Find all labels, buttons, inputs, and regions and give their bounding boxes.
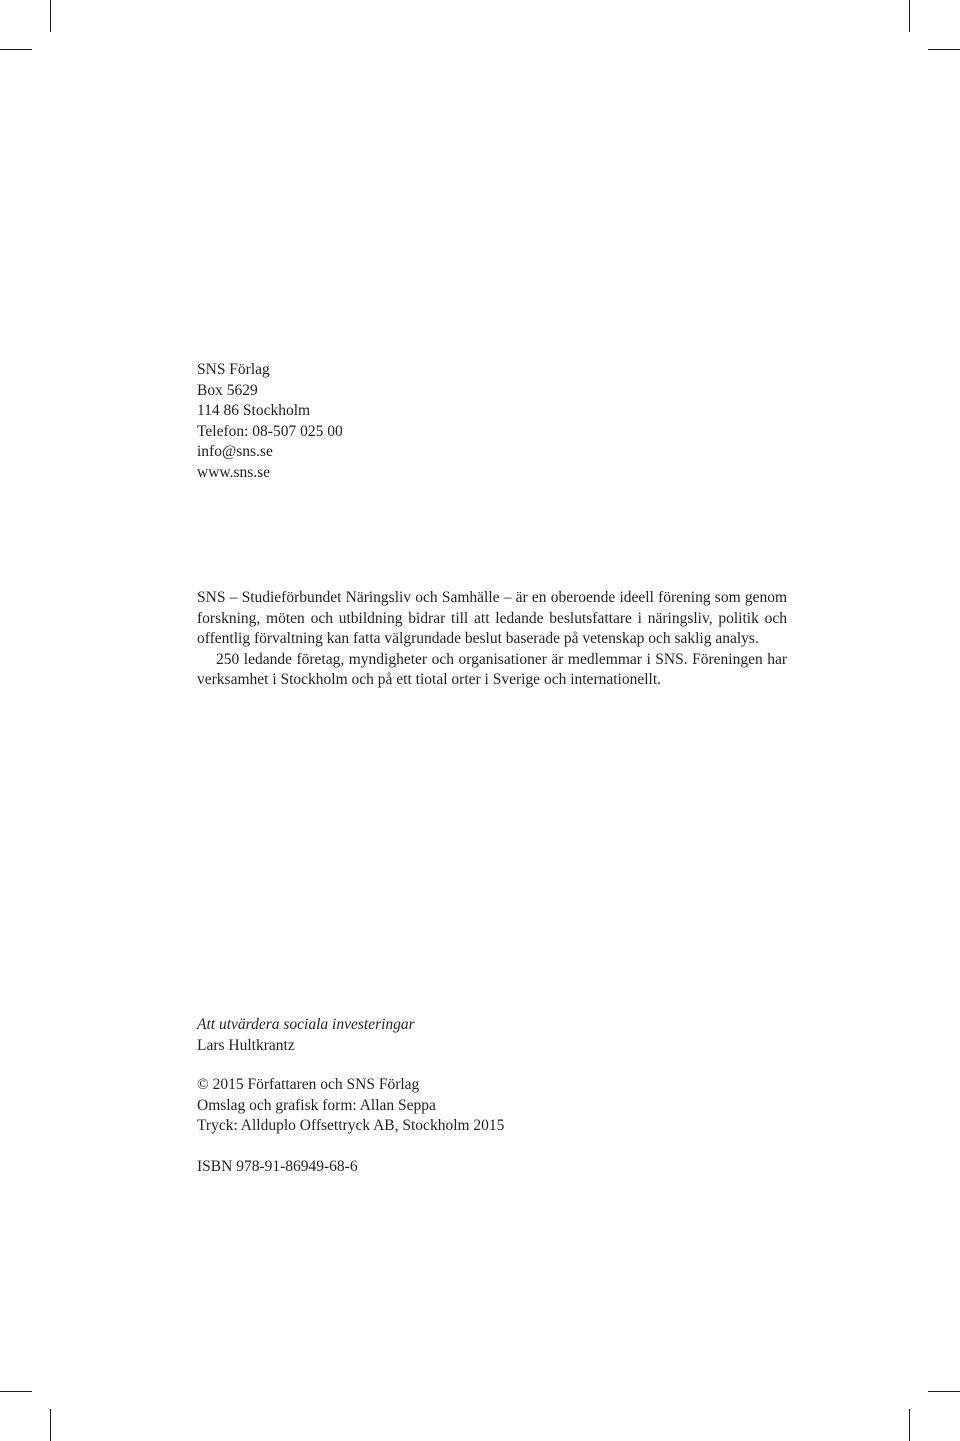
publisher-phone: Telefon: 08-507 025 00 (197, 422, 343, 440)
publisher-web: www.sns.se (197, 463, 271, 481)
crop-mark-top-left-vertical (50, 0, 51, 32)
book-title: Att utvärdera sociala investeringar (197, 1016, 415, 1033)
crop-mark-bottom-right-horizontal (928, 1391, 960, 1392)
about-sns (197, 588, 787, 691)
print-credit: Tryck: Allduplo Offsettryck AB, Stockholm 2015 (197, 1117, 505, 1135)
isbn-number: ISBN 978-91-86949-68-6 (197, 1158, 358, 1175)
publisher-email: info@sns.se (197, 443, 273, 461)
publisher-name: SNS Förlag (197, 361, 270, 378)
crop-mark-bottom-right-vertical (909, 1409, 910, 1441)
copyright-line: © 2015 Författaren och SNS Förlag (197, 1076, 420, 1093)
book-author: Lars Hultkrantz (197, 1036, 295, 1054)
book-info (197, 1015, 415, 1056)
publisher-address (197, 360, 343, 484)
publisher-box: Box 5629 (197, 381, 258, 399)
publisher-postal: 114 86 Stockholm (197, 402, 311, 420)
design-credit: Omslag och grafisk form: Allan Seppa (197, 1096, 436, 1114)
crop-mark-top-left-horizontal (0, 49, 32, 50)
crop-mark-top-right-horizontal (928, 49, 960, 50)
crop-mark-top-right-vertical (909, 0, 910, 32)
crop-mark-bottom-left-horizontal (0, 1391, 32, 1392)
about-paragraph-2: 250 ledande företag, myndigheter och organisationer är medlemmar i SNS. Föreningen har verksamhet i Stockholm och på ett tiotal orter i Sverige och internationellt. (197, 650, 787, 689)
crop-mark-bottom-left-vertical (50, 1409, 51, 1441)
isbn (197, 1157, 358, 1178)
colophon (197, 1075, 504, 1137)
about-paragraph-1: SNS – Studieförbundet Näringsliv och Samhälle – är en oberoende ideell förening som genom forskning, möten och utbildning bidrar till att ledande beslutsfattare i näringsliv, politik och offentlig förvaltning kan fatta välgrundade beslut baserade på vetenskap och saklig analys. (197, 589, 787, 648)
